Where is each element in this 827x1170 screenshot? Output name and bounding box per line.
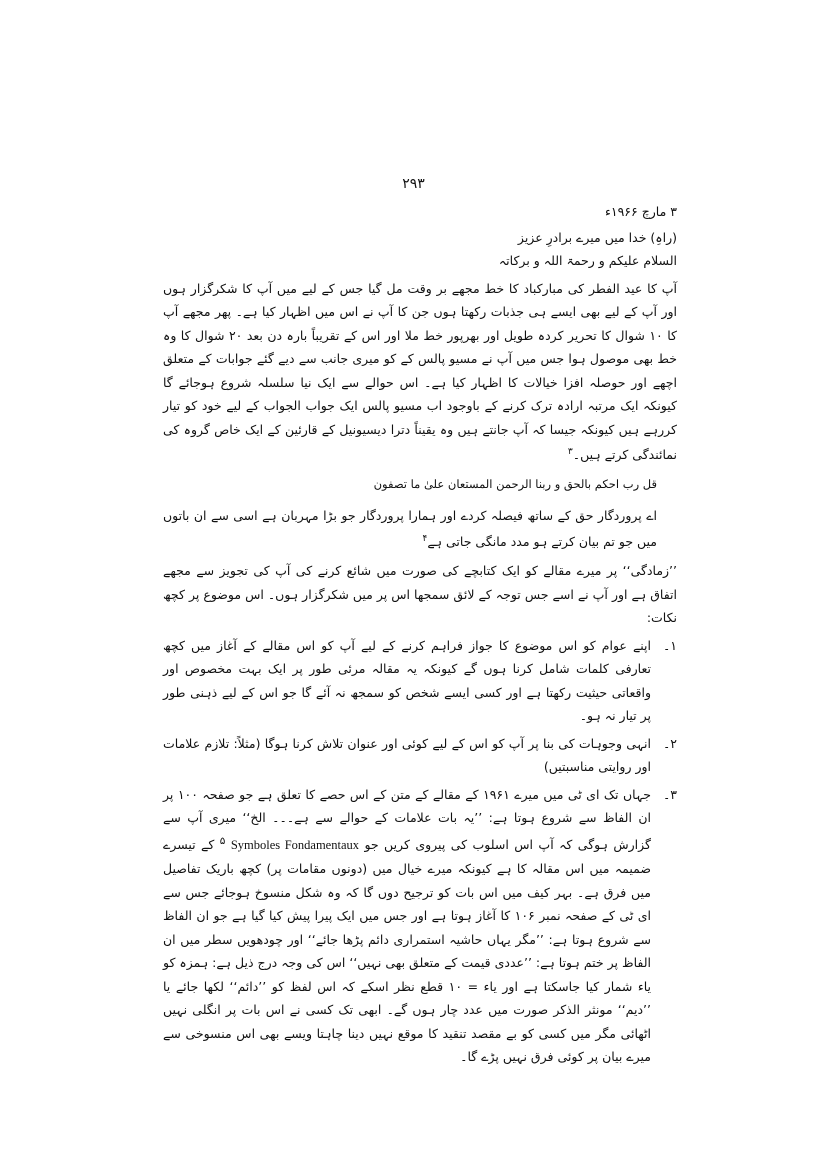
paragraph-intro <box>163 277 677 467</box>
list-item-text: اپنے عوام کو اس موضوع کا جواز فراہم کرنے کے لیے آپ کو اس مقالے کے آغاز میں کچھ تعارفی کلمات شامل کرنا ہوں گے کیونکہ یہ مقالہ مرئی طور پر ایک بہت مخصوص اور واقعاتی حیثیت رکھتا ہے اور کسی ایسے شخص کو سمجھ نہ آئے گا جو اس کے لیے ذہنی طور پر تیار نہ ہو۔ <box>163 637 652 724</box>
latin-book-title: Symboles Fondamentaux <box>230 837 359 852</box>
letter-date: ۳ مارچ ۱۹۶۶ء <box>604 204 677 219</box>
verse-translation <box>163 504 677 553</box>
list-item-number: ۳۔ <box>662 786 677 802</box>
list-item-number: ۱۔ <box>662 637 677 653</box>
letter-body <box>163 200 677 1073</box>
points-list <box>163 634 677 1069</box>
list-item-text-part2: کے تیسرے ضمیمہ میں اس مقالہ کا ہے کیونکہ میرے خیال میں (دونوں مقامات پر) کچھ باریک تفاصیل میں فرق ہے۔ بہر کیف میں اس بات کو ترجیح دوں گا کہ وہ شکل منسوخ ہوجائے جس سے ای ٹی کے صفحہ نمبر ۱۰۶ کا آغاز ہوتا ہے اور جس میں ایک پیرا پیش کیا گیا ہے جو ان الفاظ سے شروع ہوتا ہے: ’’مگر یہاں حاشیہ استمراری دائم پڑھا جائے‘‘ اور چودھویں سطر میں ان الفاظ پر ختم ہوتا ہے: ’’عددی قیمت کے متعلق بھی نہیں‘‘ اس کی وجہ درج ذیل ہے: ہمزہ کو یاء شمار کیا جاسکتا ہے اور یاء = ۱۰ قطع نظر اسکے کہ اس لفظ کو ’’دائم‘‘ لکھا جائے یا ’’دیم‘‘ مونثر الذکر صورت میں عدد چار ہوں گے۔ ابھی تک کسی نے اس بات پر انگلی نہیں اٹھائی مگر میں کسی کو بے مقصد تنقید کا موقع نہیں دینا چاہتا ویسے بھی اس منسوخی سے میرے بیان پر کوئی فرق نہیں پڑے گا۔ <box>163 836 651 1065</box>
page-number: ۲۹۳ <box>402 176 425 192</box>
paragraph-intro-text: آپ کا عید الفطر کی مبارکباد کا خط مجھے بر وقت مل گیا جس کے لیے میں آپ کا شکرگزار ہوں اور آپ کے لیے بھی ایسے ہی جذبات رکھتا ہوں جن کا آپ نے اس میں اظہار کیا ہے۔ پھر مجھے آپ کا ۱۰ شوال کا تحریر کردہ طویل اور بھرپور خط ملا اور اس کے تقریباً بارہ دن بعد ۲۰ شوال کا وہ خط بھی موصول ہوا جس میں آپ نے مسیو پالس کے کو میری جانب سے دیے گئے جوابات کے متعلق اچھے اور حوصلہ افزا خیالات کا اظہار کیا ہے۔ اس حوالے سے ایک نیا سلسلہ شروع ہوجائے گا کیونکہ ایک مرتبہ ارادہ ترک کرنے کے باوجود اب مسیو پالس ایک جواب الجواب کے لیے خود کو تیار کررہے ہیں کیونکہ جیسا کہ آپ جانتے ہیں وہ یقیناً دترا دیسیونیل کے قارئین کے ایک خاص گروہ کی نمائندگی کرتے ہیں۔ <box>163 280 677 463</box>
list-item <box>163 783 677 1069</box>
arabic-verse: قل رب احکم بالحق و ربنا الرحمن المستعان علیٰ ما تصفون <box>373 476 657 491</box>
footnote-ref-3: ۳ <box>567 447 573 457</box>
letter-salutation: (راہِ) خدا میں میرے برادرِ عزیز <box>517 229 677 245</box>
list-item-number: ۲۔ <box>662 735 677 751</box>
list-item <box>163 634 677 728</box>
paragraph-booklet: ’’زمادگی‘‘ پر میرے مقالے کو ایک کتابچے کی صورت میں شائع کرنے کی آپ کی تجویز سے مجھے اتفاق ہے اور آپ نے اسے جس توجہ کے لائق سمجھا اس پر میں شکرگزار ہوں۔ اس موضوع پر کچھ نکات: <box>163 563 677 626</box>
verse-translation-text: اے پروردگار حق کے ساتھ فیصلہ کردے اور ہمارا پروردگار جو بڑا مہربان ہے اسی سے ان باتوں میں جو تم بیان کرتے ہو مدد مانگی جاتی ہے <box>163 508 657 549</box>
footnote-ref-4: ۴ <box>422 533 428 544</box>
list-item-text: انہی وجوہات کی بنا پر آپ کو اس کے لیے کوئی اور عنوان تلاش کرنا ہوگا (مثلاً: تلازم علامات اور روایتی مناسبتیں) <box>163 735 651 775</box>
letter-greeting: السلام علیکم و رحمۃ اللہ و برکاتہ <box>498 253 677 268</box>
list-item-text-part1: جہاں تک ای ٹی میں میرے ۱۹۶۱ کے مقالے کے متن کے اس حصے کا تعلق ہے جو صفحہ ۱۰۰ پر ان الفاظ سے شروع ہوتا ہے: ’’یہ بات علامات کے حوالے سے ہے۔۔۔ الخ‘‘ میری آپ سے گزارش ہوگی کہ آپ اس اسلوب کی پیروی کریں جو <box>163 786 651 852</box>
footnote-ref-5: ۵ <box>219 834 226 847</box>
list-item-text <box>163 783 651 1069</box>
list-item <box>163 732 677 779</box>
